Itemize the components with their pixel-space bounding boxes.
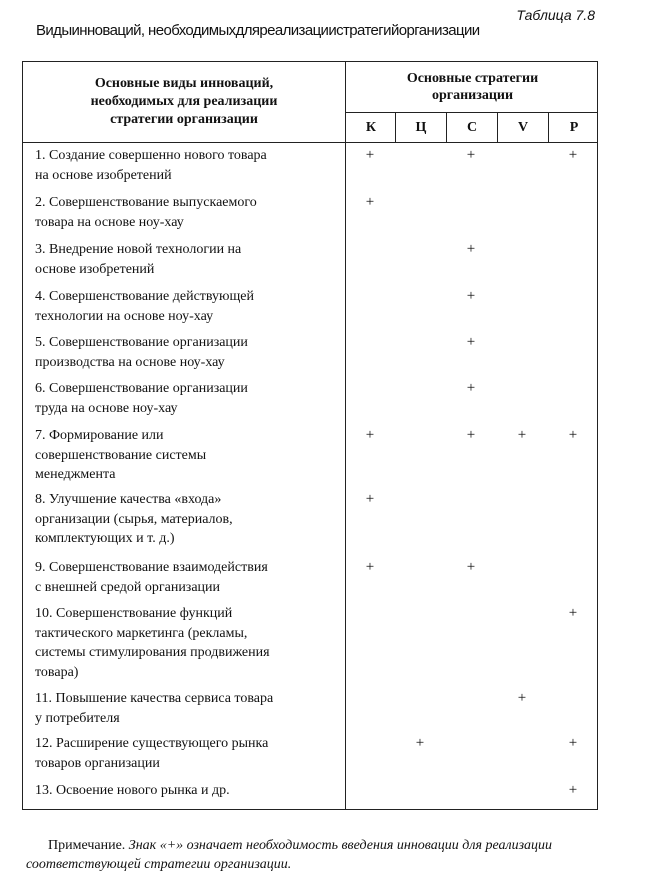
row-label: 12. Расширение существующего рынка товаров организации <box>35 736 269 771</box>
header-code-s: С <box>466 120 478 135</box>
plus-mark: + <box>568 147 578 163</box>
plus-mark: + <box>517 427 527 443</box>
plus-mark: + <box>365 491 375 507</box>
plus-mark: + <box>365 427 375 443</box>
plus-mark: + <box>466 334 476 350</box>
row-label: 8. Улучшение качества «входа» организации (сырья, материалов, комплектующих и т. д.) <box>35 492 233 546</box>
header-innovation-types: Основные виды инноваций, необходимых для реализации стратегии организации <box>90 76 278 127</box>
row-label: 6. Совершенствование организации труда на основе ноу-хау <box>35 381 248 416</box>
row-label: 7. Формирование или совершенствование системы менеджмента <box>35 428 207 482</box>
row-label: 13. Освоение нового рынка и др. <box>35 783 230 798</box>
row-label: 3. Внедрение новой технологии на основе изобретений <box>35 242 242 277</box>
plus-mark: + <box>365 559 375 575</box>
table-number: Таблица 7.8 <box>516 7 595 23</box>
table-title: Видыинноваций, необходимыхдляреализациистратегийорганизации <box>36 22 480 39</box>
plus-mark: + <box>466 380 476 396</box>
plus-mark: + <box>365 194 375 210</box>
plus-mark: + <box>568 782 578 798</box>
plus-mark: + <box>466 427 476 443</box>
plus-mark: + <box>568 427 578 443</box>
note-lead: Примечание. <box>48 838 126 853</box>
plus-mark: + <box>415 735 425 751</box>
plus-mark: + <box>517 690 527 706</box>
plus-mark: + <box>365 147 375 163</box>
plus-mark: + <box>466 288 476 304</box>
plus-mark: + <box>466 241 476 257</box>
header-code-r: Р <box>569 120 579 135</box>
header-code-v: V <box>517 120 529 135</box>
header-strategies: Основные стратегии организации <box>406 71 539 103</box>
table-note <box>26 836 602 874</box>
note-body: Знак «+» означает необходимость введения инновации для реализации соответствующей стратегии организации. <box>26 838 553 872</box>
row-label: 11. Повышение качества сервиса товара у потребителя <box>35 691 274 726</box>
row-label: 10. Совершенствование функций тактического маркетинга (рекламы, системы стимулирования продвижения товара) <box>35 606 270 680</box>
row-label: 5. Совершенствование организации производства на основе ноу-хау <box>35 335 248 370</box>
row-label: 4. Совершенствование действующей технологии на основе ноу-хау <box>35 289 254 324</box>
header-code-c: Ц <box>415 120 427 135</box>
plus-mark: + <box>568 735 578 751</box>
row-label: 2. Совершенствование выпускаемого товара на основе ноу-хау <box>35 195 257 230</box>
innovation-table <box>22 61 598 810</box>
header-code-k: К <box>365 120 377 135</box>
plus-mark: + <box>568 605 578 621</box>
row-label: 1. Создание совершенно нового товара на основе изобретений <box>35 148 267 183</box>
plus-mark: + <box>466 559 476 575</box>
row-label: 9. Совершенствование взаимодействия с внешней средой организации <box>35 560 268 595</box>
plus-mark: + <box>466 147 476 163</box>
